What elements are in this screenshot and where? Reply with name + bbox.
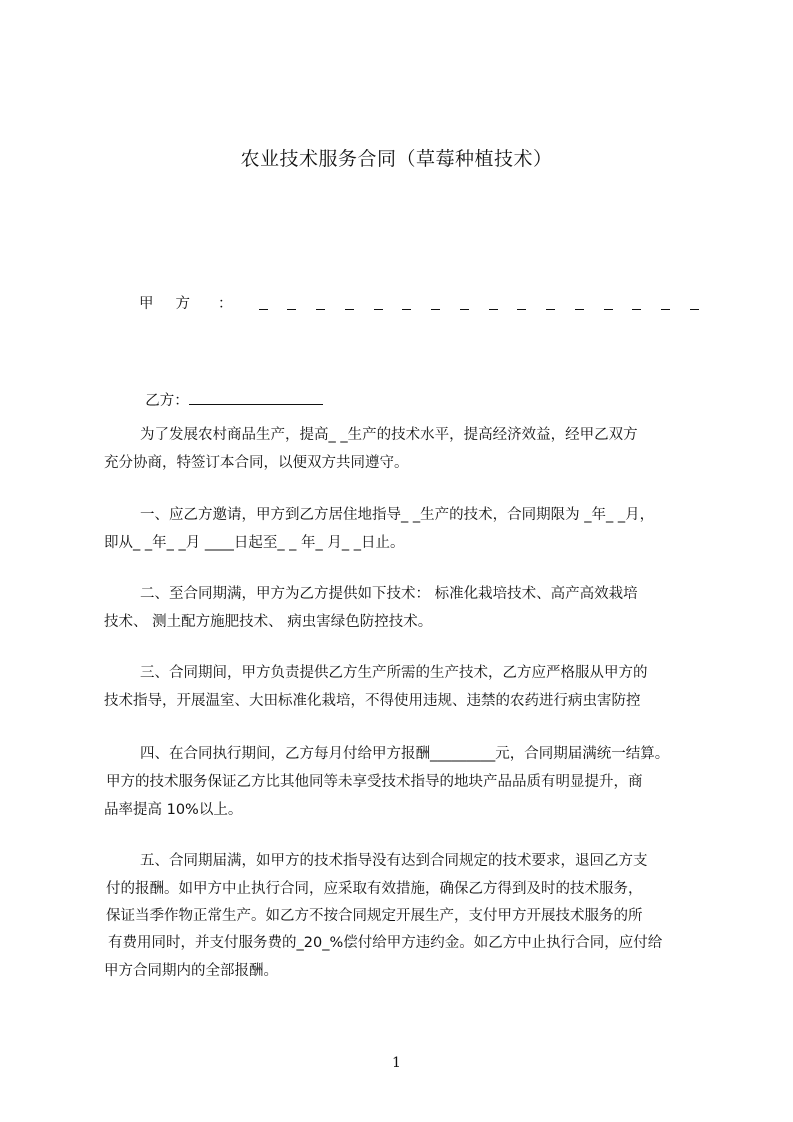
party-a-blank xyxy=(259,295,700,310)
party-b-blank xyxy=(189,390,323,405)
clause5-line-2: 付的报酬。如甲方中止执行合同，应采取有效措施，确保乙方得到及时的技术服务， xyxy=(106,881,643,897)
clause3-line-1: 三、合同期间，甲方负责提供乙方生产所需的生产技术，乙方应严格服从甲方的 xyxy=(140,665,648,681)
document-title: 农业技术服务合同（草莓种植技术） xyxy=(240,148,553,170)
clause1-line-2: 即从_ _年_ _月 ____日起至_ _ 年_ 月_ _日止。 xyxy=(104,535,405,551)
party-a-colon: ： xyxy=(218,296,233,312)
clause5-line-3: 保证当季作物正常生产。如乙方不按合同规定开展生产，支付甲方开展技术服务的所 xyxy=(106,908,643,924)
clause2-line-2: 技术、 测土配方施肥技术、 病虫害绿色防控技术。 xyxy=(104,614,433,630)
party-b-line xyxy=(136,372,323,410)
page-number: 1 xyxy=(392,1055,401,1071)
clause4-line-1: 四、在合同执行期间，乙方每月付给甲方报酬_________元，合同期届满统一结算。 xyxy=(140,746,670,762)
clause4-line-2: 甲方的技术服务保证乙方比其他同等未享受技术指导的地块产品品质有明显提升，商 xyxy=(106,774,643,790)
intro-line-2: 充分协商，特签订本合同，以便双方共同遵守。 xyxy=(104,455,409,471)
party-a-line xyxy=(139,292,699,313)
clause1-line-1: 一、应乙方邀请，甲方到乙方居住地指导_ _生产的技术，合同期限为 _年_ _月， xyxy=(140,507,655,523)
clause4-line-3: 品率提高 10%以上。 xyxy=(104,802,243,818)
party-a-label: 甲方 xyxy=(139,296,212,312)
clause5-line-4: 有费用同时，并支付服务费的_20_%偿付给甲方违约金。如乙方中止执行合同，应付给 xyxy=(108,935,663,951)
clause5-line-1: 五、合同期届满，如甲方的技术指导没有达到合同规定的技术要求，退回乙方支 xyxy=(140,853,648,869)
clause3-line-2: 技术指导，开展温室、大田标准化栽培，不得使用违规、违禁的农药进行病虫害防控 xyxy=(104,693,641,709)
clause5-line-5: 甲方合同期内的全部报酬。 xyxy=(104,963,278,979)
clause2-line-1: 二、至合同期满，甲方为乙方提供如下技术： 标准化栽培技术、高产高效栽培 xyxy=(140,586,638,602)
intro-line-1: 为了发展农村商品生产，提高_ _生产的技术水平，提高经济效益，经甲乙双方 xyxy=(140,427,638,443)
party-b-label: 乙方： xyxy=(145,393,189,409)
